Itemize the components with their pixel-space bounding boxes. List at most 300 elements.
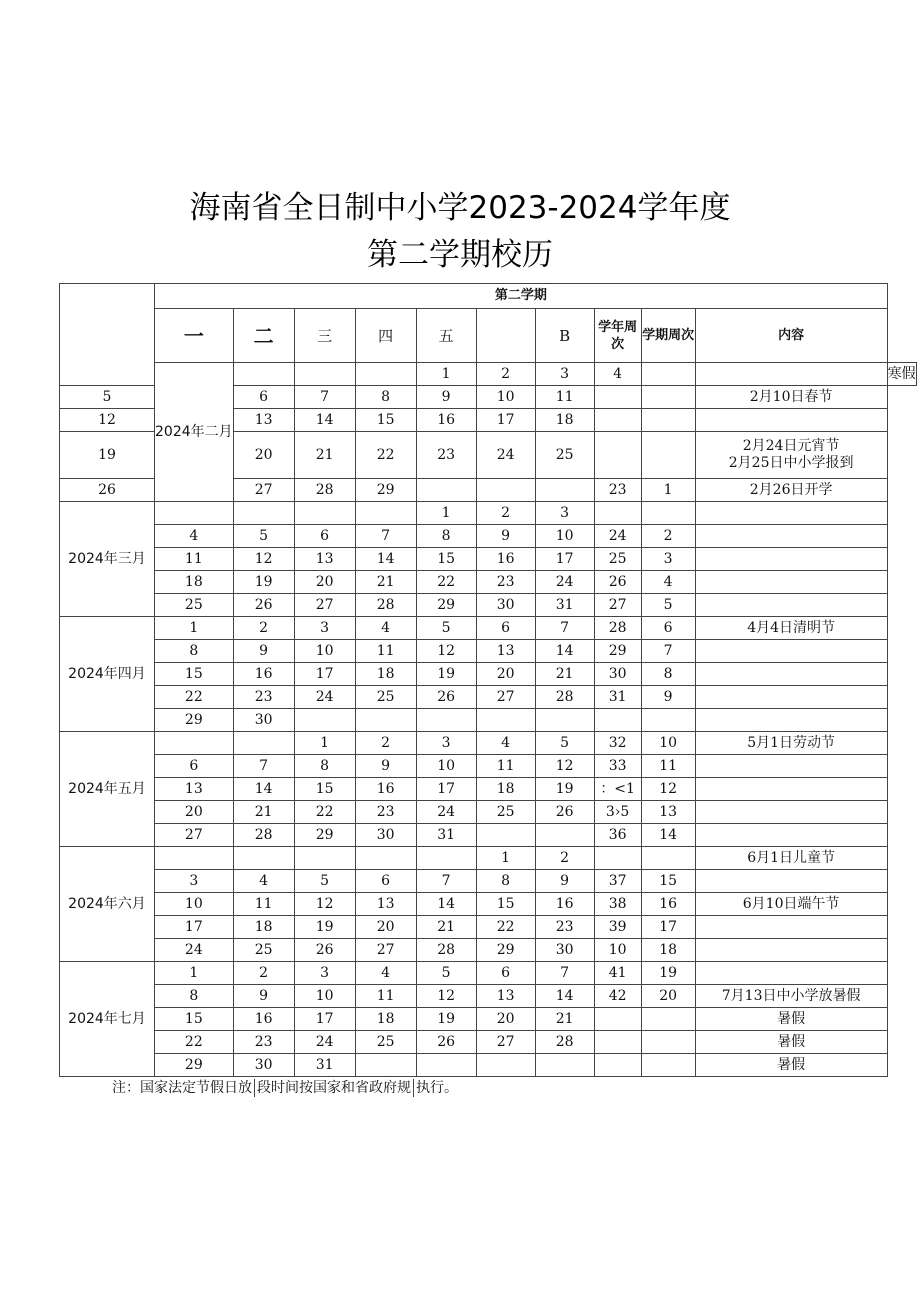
day-cell-sun: 11 <box>535 386 594 409</box>
day-cell-fri: 12 <box>416 640 476 663</box>
day-cell-wed: 21 <box>294 432 355 479</box>
day-cell-wed: 13 <box>294 548 355 571</box>
day-cell-wed: 15 <box>294 778 355 801</box>
day-cell-thu <box>355 709 416 732</box>
column-header-row <box>60 309 917 363</box>
day-cell-thu <box>355 1054 416 1077</box>
week-row <box>60 709 917 732</box>
day-cell-wed <box>355 363 416 386</box>
year-week-cell <box>594 386 641 409</box>
day-cell-sun <box>535 824 594 847</box>
term-week-header: 学期周次 <box>641 309 695 363</box>
day-cell-mon: 13 <box>155 778 234 801</box>
day-cell-wed <box>294 502 355 525</box>
day-cell-mon: 18 <box>155 571 234 594</box>
day-cell-mon: 1 <box>155 617 234 640</box>
term-week-cell: 4 <box>641 571 695 594</box>
year-week-cell: 30 <box>594 663 641 686</box>
day-cell-sun: 19 <box>535 778 594 801</box>
day-cell-tue <box>233 847 294 870</box>
event-note: 6月1日儿童节 <box>695 847 887 870</box>
day-cell-sat <box>476 824 535 847</box>
day-cell-wed: 19 <box>294 916 355 939</box>
day-cell-mon: 19 <box>60 432 155 479</box>
day-cell-sun: 7 <box>535 617 594 640</box>
day-cell-sat: 13 <box>476 640 535 663</box>
year-week-cell <box>594 1031 641 1054</box>
day-cell-sat: 15 <box>476 893 535 916</box>
day-cell-thu: 18 <box>355 663 416 686</box>
term-week-cell: 3 <box>641 548 695 571</box>
term-week-cell: 18 <box>641 939 695 962</box>
day-cell-wed: 5 <box>294 870 355 893</box>
day-header-thu: 四 <box>355 309 416 363</box>
day-cell-fri: 2 <box>476 363 535 386</box>
day-cell-sun: 4 <box>594 363 641 386</box>
year-week-cell: 41 <box>594 962 641 985</box>
day-cell-thu: 9 <box>355 755 416 778</box>
day-cell-sun: 28 <box>535 686 594 709</box>
day-cell-sun: 25 <box>535 432 594 479</box>
day-cell-sun: 24 <box>535 571 594 594</box>
document-title: 海南省全日制中小学2023-2024学年度 <box>189 190 731 226</box>
day-cell-fri <box>416 479 476 502</box>
day-cell-tue: 27 <box>233 479 294 502</box>
day-cell-fri: 19 <box>416 1008 476 1031</box>
week-row <box>60 502 917 525</box>
day-cell-sat: 20 <box>476 1008 535 1031</box>
day-cell-wed: 8 <box>294 755 355 778</box>
day-cell-sat: 8 <box>476 870 535 893</box>
footnote-part-2: 段时间按国家和省政府规 <box>257 1080 411 1096</box>
day-cell-fri: 24 <box>416 801 476 824</box>
day-cell-sun: 26 <box>535 801 594 824</box>
term-week-cell: 13 <box>641 801 695 824</box>
day-cell-sat: 25 <box>476 801 535 824</box>
day-cell-mon: 12 <box>60 409 155 432</box>
day-header-mon: 一 <box>155 309 234 363</box>
event-note <box>695 916 887 939</box>
day-cell-thu: 4 <box>355 962 416 985</box>
day-cell-thu: 1 <box>416 363 476 386</box>
year-week-cell: 37 <box>594 870 641 893</box>
day-cell-fri: 31 <box>416 824 476 847</box>
event-note <box>695 870 887 893</box>
week-row <box>60 1031 917 1054</box>
term-week-cell: 16 <box>641 893 695 916</box>
day-cell-tue <box>233 502 294 525</box>
day-cell-wed: 3 <box>294 962 355 985</box>
day-cell-sat: 9 <box>476 525 535 548</box>
day-cell-thu: 8 <box>355 386 416 409</box>
event-note <box>695 709 887 732</box>
day-cell-mon: 22 <box>155 686 234 709</box>
day-cell-wed: 28 <box>294 479 355 502</box>
day-cell-wed: 6 <box>294 525 355 548</box>
year-week-cell <box>594 502 641 525</box>
day-cell-mon: 26 <box>60 479 155 502</box>
day-cell-wed: 10 <box>294 640 355 663</box>
week-row <box>60 732 917 755</box>
calendar-table <box>59 283 917 1077</box>
day-cell-tue: 14 <box>233 778 294 801</box>
week-row <box>60 571 917 594</box>
day-cell-mon: 29 <box>155 709 234 732</box>
day-cell-tue: 12 <box>233 548 294 571</box>
event-note-line: 2月24日元宵节 <box>742 438 840 454</box>
day-cell-sun <box>535 1054 594 1077</box>
week-row <box>60 1008 917 1031</box>
week-row <box>60 363 917 386</box>
document-subtitle: 第二学期校历 <box>367 237 553 273</box>
day-cell-sat: 13 <box>476 985 535 1008</box>
term-week-cell: 2 <box>641 525 695 548</box>
day-cell-mon <box>155 732 234 755</box>
day-cell-thu: 22 <box>355 432 416 479</box>
week-row <box>60 778 917 801</box>
week-row <box>60 548 917 571</box>
term-week-cell: 12 <box>641 778 695 801</box>
year-week-cell: 24 <box>594 525 641 548</box>
day-cell-fri: 21 <box>416 916 476 939</box>
term-week-cell: 15 <box>641 870 695 893</box>
day-cell-sun: 14 <box>535 640 594 663</box>
month-label: 2024年五月 <box>60 732 155 847</box>
day-cell-wed: 12 <box>294 893 355 916</box>
day-cell-fri: 22 <box>416 571 476 594</box>
event-note: 暑假 <box>695 1031 887 1054</box>
day-cell-thu: 29 <box>355 479 416 502</box>
month-label: 2024年六月 <box>60 847 155 962</box>
day-cell-tue: 28 <box>233 824 294 847</box>
day-cell-sat: 23 <box>476 571 535 594</box>
day-cell-tue: 23 <box>233 686 294 709</box>
year-week-cell <box>641 363 695 386</box>
day-cell-thu: 20 <box>355 916 416 939</box>
day-cell-mon: 29 <box>155 1054 234 1077</box>
term-week-cell <box>641 432 695 479</box>
term-week-cell <box>695 363 887 386</box>
day-cell-mon <box>155 847 234 870</box>
day-cell-tue: 25 <box>233 939 294 962</box>
event-note <box>695 432 887 479</box>
day-cell-sat <box>476 479 535 502</box>
day-header-sat <box>476 309 535 363</box>
day-cell-thu: 2 <box>355 732 416 755</box>
day-cell-fri <box>416 1054 476 1077</box>
day-cell-mon: 24 <box>155 939 234 962</box>
term-week-cell: 11 <box>641 755 695 778</box>
week-row <box>60 1054 917 1077</box>
event-note <box>695 939 887 962</box>
day-cell-wed: 17 <box>294 663 355 686</box>
day-cell-sat: 24 <box>476 432 535 479</box>
day-cell-mon: 27 <box>155 824 234 847</box>
day-cell-sun: 2 <box>535 847 594 870</box>
day-cell-fri: 26 <box>416 1031 476 1054</box>
day-cell-fri: 28 <box>416 939 476 962</box>
term-week-cell <box>641 709 695 732</box>
day-cell-sat: 11 <box>476 755 535 778</box>
day-cell-thu <box>355 847 416 870</box>
footnote-part-3: 执行。 <box>416 1080 458 1096</box>
year-week-cell: 39 <box>594 916 641 939</box>
event-note <box>695 824 887 847</box>
day-cell-sun <box>535 709 594 732</box>
year-week-cell: 23 <box>594 479 641 502</box>
day-cell-sun: 14 <box>535 985 594 1008</box>
day-cell-sun: 10 <box>535 525 594 548</box>
year-week-cell: 3›5 <box>594 801 641 824</box>
day-cell-fri: 8 <box>416 525 476 548</box>
event-note: 暑假 <box>695 1054 887 1077</box>
term-week-cell <box>641 1054 695 1077</box>
event-note <box>695 778 887 801</box>
day-cell-tue <box>294 363 355 386</box>
day-cell-sat: 27 <box>476 1031 535 1054</box>
term-week-cell: 5 <box>641 594 695 617</box>
day-cell-mon: 1 <box>155 962 234 985</box>
event-note <box>695 594 887 617</box>
day-cell-fri: 17 <box>416 778 476 801</box>
day-cell-sun: 12 <box>535 755 594 778</box>
day-cell-fri: 29 <box>416 594 476 617</box>
day-cell-sat: 17 <box>476 409 535 432</box>
day-cell-wed: 17 <box>294 1008 355 1031</box>
year-week-cell: ：<1 <box>594 778 641 801</box>
event-note: 6月10日端午节 <box>695 893 887 916</box>
event-note <box>695 686 887 709</box>
day-header-wed: 三 <box>294 309 355 363</box>
event-note <box>695 502 887 525</box>
year-week-cell: 38 <box>594 893 641 916</box>
week-row <box>60 801 917 824</box>
day-cell-mon: 15 <box>155 1008 234 1031</box>
day-cell-sun: 3 <box>535 502 594 525</box>
week-row <box>60 617 917 640</box>
day-cell-wed: 31 <box>294 1054 355 1077</box>
day-cell-wed: 20 <box>294 571 355 594</box>
day-cell-wed: 29 <box>294 824 355 847</box>
day-cell-fri <box>416 847 476 870</box>
week-row <box>60 755 917 778</box>
day-cell-wed: 10 <box>294 985 355 1008</box>
day-header-tue: 二 <box>233 309 294 363</box>
term-week-cell <box>641 409 695 432</box>
day-cell-sat <box>476 1054 535 1077</box>
week-row <box>60 939 917 962</box>
day-cell-sun: 21 <box>535 1008 594 1031</box>
term-week-cell: 17 <box>641 916 695 939</box>
day-cell-sat: 16 <box>476 548 535 571</box>
event-note <box>695 640 887 663</box>
day-cell-tue: 5 <box>233 525 294 548</box>
day-cell-fri: 12 <box>416 985 476 1008</box>
year-week-cell <box>594 432 641 479</box>
week-row <box>60 824 917 847</box>
day-cell-tue <box>233 732 294 755</box>
year-week-cell: 33 <box>594 755 641 778</box>
semester-header-row <box>60 284 917 309</box>
day-cell-mon: 6 <box>155 755 234 778</box>
week-row <box>60 525 917 548</box>
day-cell-mon <box>233 363 294 386</box>
day-cell-thu: 11 <box>355 640 416 663</box>
day-cell-sat: 4 <box>476 732 535 755</box>
day-cell-thu: 28 <box>355 594 416 617</box>
term-week-cell: 9 <box>641 686 695 709</box>
day-cell-sun: 7 <box>535 962 594 985</box>
day-cell-sun: 9 <box>535 870 594 893</box>
day-cell-sat: 6 <box>476 617 535 640</box>
event-note <box>695 409 887 432</box>
day-cell-fri: 26 <box>416 686 476 709</box>
year-week-cell <box>594 709 641 732</box>
day-cell-thu: 15 <box>355 409 416 432</box>
day-cell-wed: 1 <box>294 732 355 755</box>
day-cell-fri: 16 <box>416 409 476 432</box>
event-note <box>695 755 887 778</box>
term-week-cell: 20 <box>641 985 695 1008</box>
day-header-fri: 五 <box>416 309 476 363</box>
day-cell-wed: 22 <box>294 801 355 824</box>
year-week-cell <box>594 847 641 870</box>
day-cell-wed: 3 <box>294 617 355 640</box>
day-cell-sat: 30 <box>476 594 535 617</box>
week-row <box>60 893 917 916</box>
semester-label: 第二学期 <box>155 284 888 309</box>
day-cell-fri: 10 <box>416 755 476 778</box>
day-cell-mon: 15 <box>155 663 234 686</box>
day-cell-mon: 20 <box>155 801 234 824</box>
month-label: 2024年四月 <box>60 617 155 732</box>
term-week-cell <box>641 502 695 525</box>
day-cell-tue: 2 <box>233 617 294 640</box>
day-cell-sat: 20 <box>476 663 535 686</box>
content-header: 内容 <box>695 309 887 363</box>
event-note <box>695 801 887 824</box>
day-cell-tue: 20 <box>233 432 294 479</box>
day-cell-tue: 13 <box>233 409 294 432</box>
footnote <box>112 1077 458 1097</box>
day-cell-fri: 19 <box>416 663 476 686</box>
day-cell-thu <box>355 502 416 525</box>
day-cell-mon: 5 <box>60 386 155 409</box>
year-week-cell: 25 <box>594 548 641 571</box>
day-cell-tue: 21 <box>233 801 294 824</box>
week-row <box>60 962 917 985</box>
year-week-cell <box>594 1054 641 1077</box>
week-row <box>60 594 917 617</box>
day-cell-fri <box>416 709 476 732</box>
year-week-cell: 29 <box>594 640 641 663</box>
event-note: 2月10日春节 <box>695 386 887 409</box>
day-cell-mon: 8 <box>155 640 234 663</box>
day-cell-tue: 26 <box>233 594 294 617</box>
day-cell-thu: 23 <box>355 801 416 824</box>
week-row <box>60 985 917 1008</box>
day-cell-fri: 15 <box>416 548 476 571</box>
day-cell-fri: 5 <box>416 962 476 985</box>
month-header-cell <box>60 284 155 386</box>
day-cell-wed <box>294 847 355 870</box>
day-cell-sat: 2 <box>476 502 535 525</box>
event-note: 4月4日清明节 <box>695 617 887 640</box>
day-cell-fri: 1 <box>416 502 476 525</box>
day-cell-tue: 30 <box>233 709 294 732</box>
event-note <box>695 525 887 548</box>
day-cell-thu: 4 <box>355 617 416 640</box>
day-cell-sun: 17 <box>535 548 594 571</box>
day-cell-wed: 24 <box>294 686 355 709</box>
day-cell-wed: 27 <box>294 594 355 617</box>
day-cell-sun: 21 <box>535 663 594 686</box>
day-cell-fri: 23 <box>416 432 476 479</box>
week-row <box>60 663 917 686</box>
day-cell-thu: 14 <box>355 548 416 571</box>
event-note <box>695 548 887 571</box>
day-cell-sat: 6 <box>476 962 535 985</box>
term-week-cell <box>641 1031 695 1054</box>
day-cell-thu: 30 <box>355 824 416 847</box>
day-cell-sun: 18 <box>535 409 594 432</box>
day-cell-mon: 11 <box>155 548 234 571</box>
day-cell-fri: 9 <box>416 386 476 409</box>
day-cell-sat: 18 <box>476 778 535 801</box>
day-cell-mon: 25 <box>155 594 234 617</box>
year-week-cell: 36 <box>594 824 641 847</box>
day-cell-thu: 13 <box>355 893 416 916</box>
day-cell-sat: 3 <box>535 363 594 386</box>
day-cell-thu: 18 <box>355 1008 416 1031</box>
day-cell-thu: 7 <box>355 525 416 548</box>
term-week-cell: 8 <box>641 663 695 686</box>
day-cell-thu: 6 <box>355 870 416 893</box>
event-note <box>695 962 887 985</box>
year-week-cell: 42 <box>594 985 641 1008</box>
day-cell-thu: 27 <box>355 939 416 962</box>
day-cell-tue: 4 <box>233 870 294 893</box>
day-cell-fri: 3 <box>416 732 476 755</box>
year-week-cell: 32 <box>594 732 641 755</box>
day-cell-tue: 23 <box>233 1031 294 1054</box>
day-cell-mon: 3 <box>155 870 234 893</box>
day-cell-sat: 22 <box>476 916 535 939</box>
footnote-part-1: 注：国家法定节假日放 <box>112 1080 252 1096</box>
day-cell-tue: 9 <box>233 640 294 663</box>
day-cell-sun: 31 <box>535 594 594 617</box>
day-cell-sat <box>476 709 535 732</box>
week-row <box>60 916 917 939</box>
day-cell-wed <box>294 709 355 732</box>
day-cell-mon: 8 <box>155 985 234 1008</box>
footnote-divider <box>254 1079 255 1097</box>
event-note <box>695 571 887 594</box>
day-cell-sat: 10 <box>476 386 535 409</box>
day-cell-sun: 5 <box>535 732 594 755</box>
day-cell-sun: 23 <box>535 916 594 939</box>
day-cell-wed: 7 <box>294 386 355 409</box>
day-cell-thu: 11 <box>355 985 416 1008</box>
day-cell-tue: 9 <box>233 985 294 1008</box>
day-cell-mon: 17 <box>155 916 234 939</box>
day-cell-tue: 11 <box>233 893 294 916</box>
term-week-cell <box>641 386 695 409</box>
day-cell-sat: 29 <box>476 939 535 962</box>
term-week-cell: 19 <box>641 962 695 985</box>
day-cell-sun: 28 <box>535 1031 594 1054</box>
month-label: 2024年三月 <box>60 502 155 617</box>
